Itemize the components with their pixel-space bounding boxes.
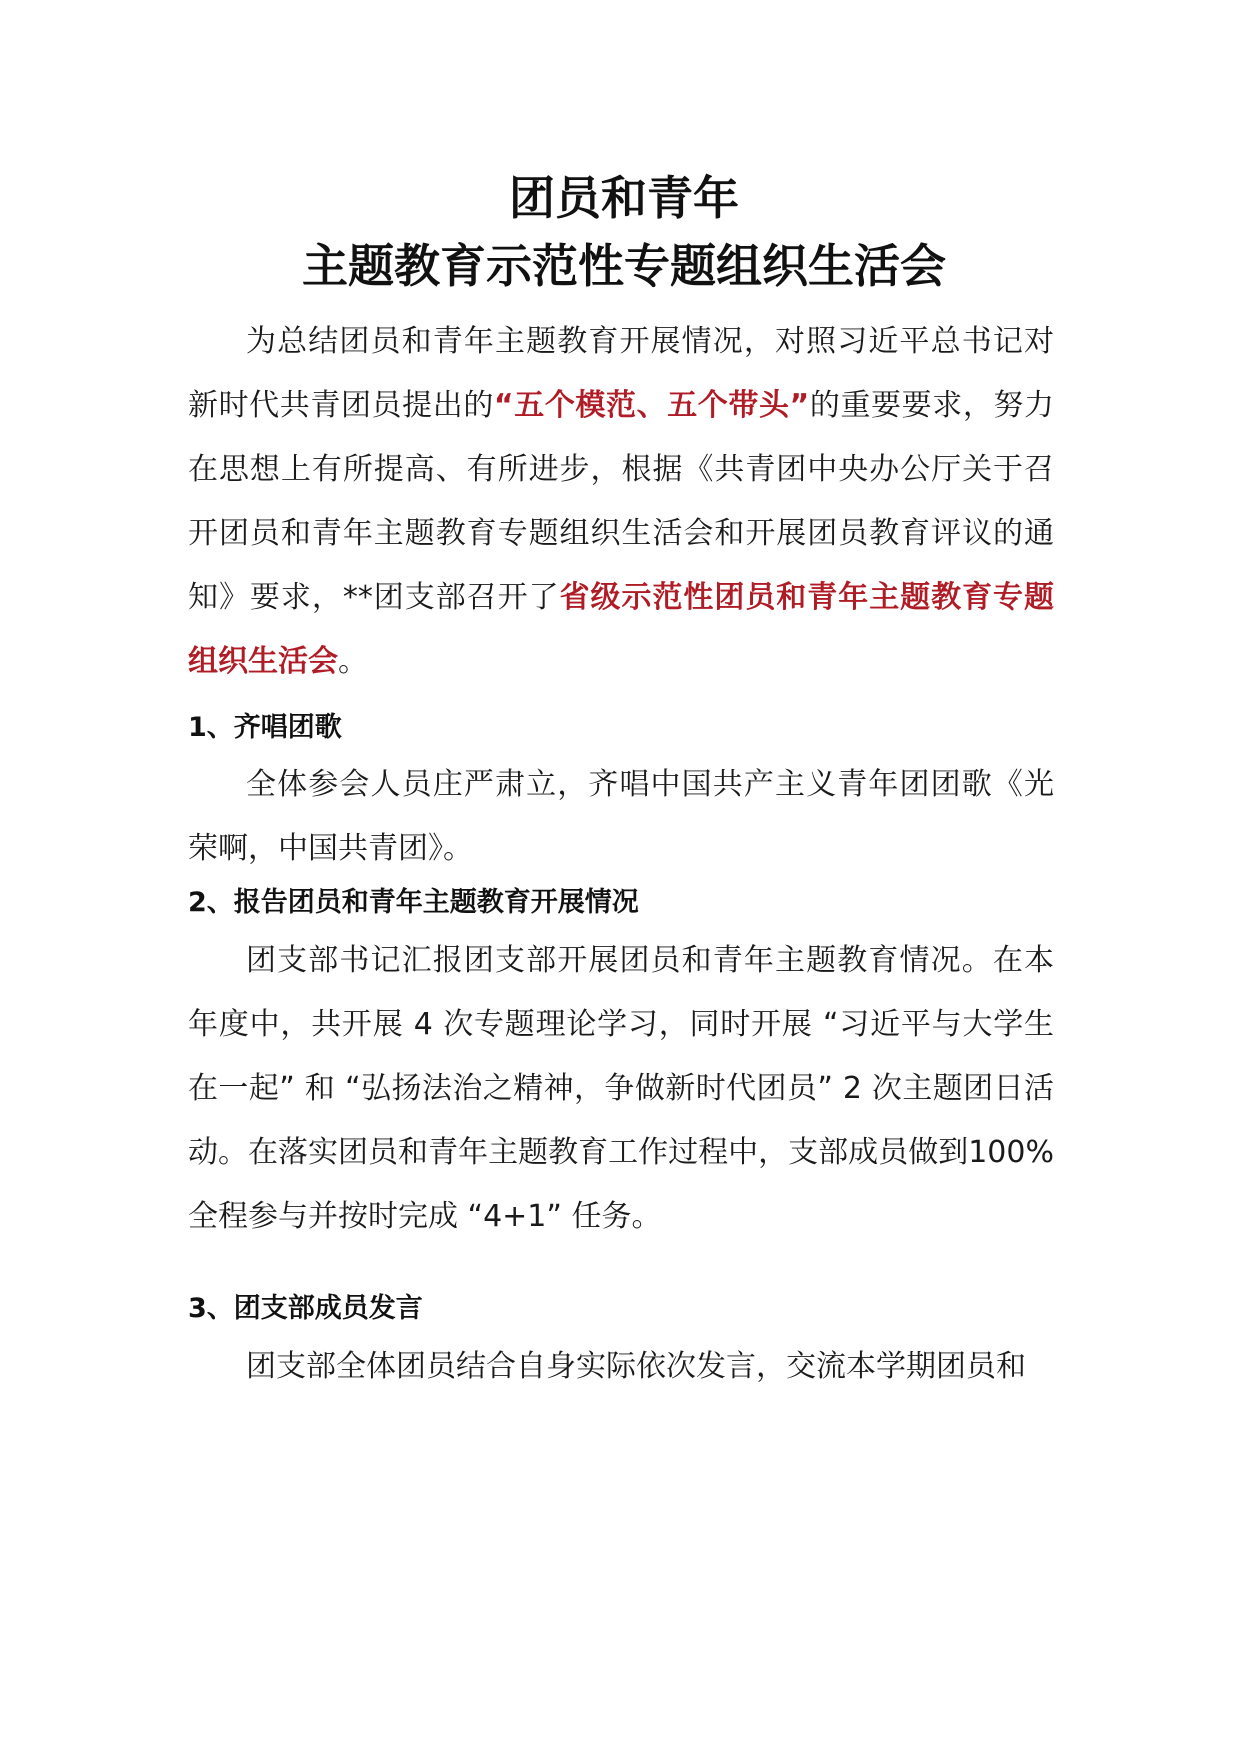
section-1-heading: 1、齐唱团歌	[188, 712, 342, 743]
section-1-body: 全体参会人员庄严肃立，齐唱中国共产主义青年团团歌《光荣啊，中国共青团》。	[188, 767, 1054, 866]
document-title	[174, 164, 1074, 300]
title-line-2: 主题教育示范性专题组织生活会	[302, 239, 946, 293]
intro-text-a: 为总结团员和青年主题教育开展情况，对照习近平总书记对新时代共青团员提出的	[188, 324, 1054, 423]
section-2-body: 团支部书记汇报团支部开展团员和青年主题教育情况。在本年度中，共开展 4 次专题理论学习，同时开展 “习近平与大学生在一起” 和 “弘扬法治之精神，争做新时代团员” 2 次主题团日活动。在落实团员和青年主题教育工作过程中，支部成员做到100%全程参与并按时完成 “4+1” 任务。	[188, 943, 1054, 1234]
intro-text-b: 的重要要求，努力在思想上有所提高、有所进步，根据《共青团中央办公厅关于召开团员和青年主题教育专题组织生活会和开展团员教育评议的通知》要求，**团支部召开了	[188, 388, 1055, 615]
section-3-body: 团支部全体团员结合自身实际依次发言，交流本学期团员和	[246, 1349, 1026, 1384]
intro-paragraph	[188, 310, 1054, 694]
intro-text-c: 。	[338, 644, 368, 679]
section-2-heading: 2、报告团员和青年主题教育开展情况	[188, 887, 639, 918]
section-3-heading: 3、团支部成员发言	[188, 1293, 423, 1324]
title-line-1: 团员和青年	[509, 171, 739, 225]
intro-highlight-five-models: “五个模范、五个带头”	[493, 388, 810, 423]
intro-highlight-meeting-name: 省级示范性团员和青年主题教育专题组织生活会	[188, 580, 1055, 679]
